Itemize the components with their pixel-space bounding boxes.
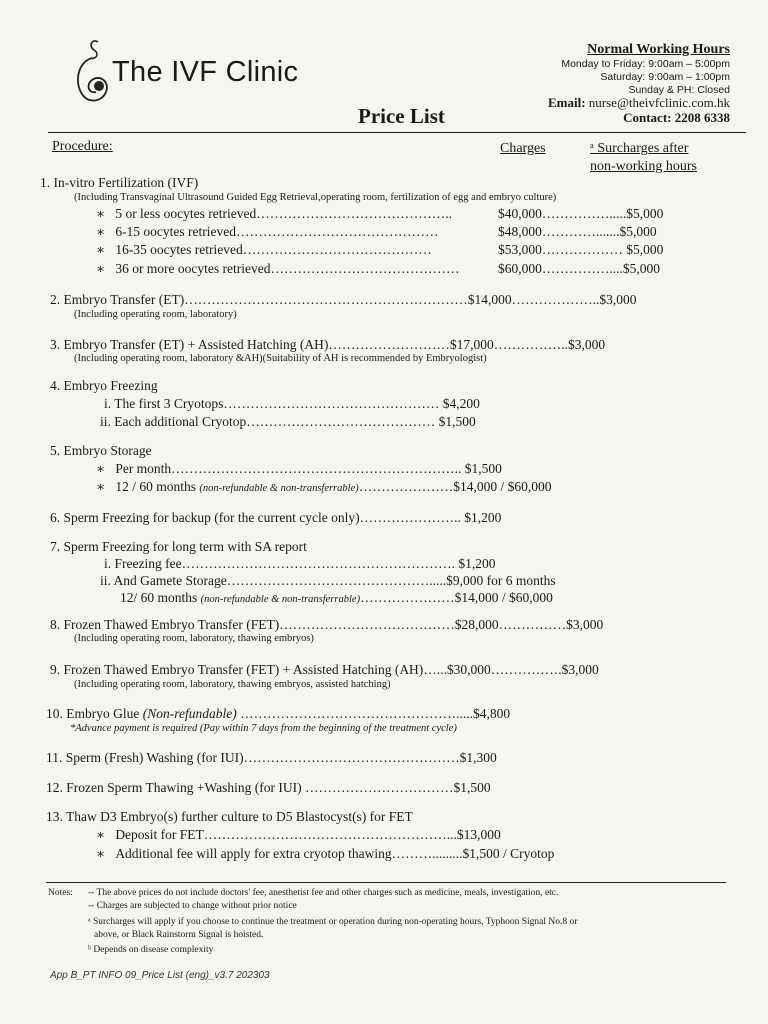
- contact-number: 2208 6338: [674, 110, 730, 125]
- notes-label: Notes:: [48, 888, 73, 898]
- note-1: -- The above prices do not include doctors' fee, anesthetist fee and other charges such as medicine, meals, investigation, etc.: [88, 888, 559, 898]
- clinic-logo-icon: [72, 36, 112, 121]
- item-13-row-2: ∗ Additional fee will apply for extra cryotop thawing……….........$1,500 / Cryotop: [96, 846, 555, 861]
- item-8-note: (Including operating room, laboratory, thawing embryos): [74, 633, 314, 644]
- item-13-row-1: ∗ Deposit for FET………………………………………………...$13,000: [96, 827, 501, 842]
- email-link[interactable]: nurse@theivfclinic.com.hk: [588, 95, 730, 110]
- procedure-header: Procedure:: [52, 139, 113, 154]
- item-13-title: 13. Thaw D3 Embryo(s) further culture to D5 Blastocyst(s) for FET: [46, 809, 413, 824]
- item-9-note: (Including operating room, laboratory, thawing embryos, assisted hatching): [74, 679, 391, 690]
- item-1-row-2-charge: $48,000………….......$5,000: [498, 224, 657, 239]
- item-5-row-2: ∗ 12 / 60 months (non-refundable & non-transferrable)…………………$14,000 / $60,000: [96, 479, 552, 494]
- clinic-name: The IVF Clinic: [112, 56, 299, 88]
- item-7-row-3: 12/ 60 months (non-refundable & non-transferrable)…………………$14,000 / $60,000: [120, 590, 553, 605]
- item-2-line: 2. Embryo Transfer (ET)………………………………………………………$14,000………………..$3,000: [50, 292, 637, 307]
- contact-label: Contact:: [623, 110, 672, 125]
- hours-sunday: Sunday & PH: Closed: [628, 84, 730, 96]
- item-11-line: 11. Sperm (Fresh) Washing (for IUI)…………………………………………$1,300: [46, 750, 497, 765]
- hours-title: Normal Working Hours: [587, 42, 730, 57]
- item-1-note: (Including Transvaginal Ultrasound Guided Egg Retrieval,operating room, fertilization of egg and embryo culture): [74, 192, 557, 203]
- contact-line: [623, 110, 730, 126]
- list-item: ∗ 36 or more oocytes retrieved……………………………………: [96, 261, 460, 276]
- item-5-title: 5. Embryo Storage: [50, 443, 152, 458]
- list-item: ∗ 16-35 oocytes retrieved……………………………………: [96, 242, 432, 257]
- item-12-line: 12. Frozen Sperm Thawing +Washing (for IUI) ……………………………$1,500: [46, 780, 491, 795]
- item-5-row-1: ∗ Per month……………………………………………………….. $1,500: [96, 461, 502, 476]
- item-8-line: 8. Frozen Thawed Embryo Transfer (FET)…………………………………$28,000……………$3,000: [50, 617, 604, 632]
- item-1-row-1-charge: $40,000…………….....$5,000: [498, 206, 664, 221]
- note-3-cont: above, or Black Rainstorm Signal is hoisted.: [94, 930, 264, 940]
- hours-saturday: Saturday: 9:00am – 1:00pm: [600, 71, 730, 83]
- list-item: ∗ 5 or less oocytes retrieved……………………………………..: [96, 206, 453, 221]
- charges-header: Charges: [500, 141, 546, 156]
- item-2-note: (Including operating room, laboratory): [74, 309, 237, 320]
- item-4-row-1: i. The first 3 Cryotops………………………………………… $4,200: [104, 396, 480, 411]
- surcharge-header-2: non-working hours: [590, 159, 697, 174]
- item-1-title: 1. In-vitro Fertilization (IVF): [40, 175, 199, 190]
- header-rule: [48, 132, 746, 133]
- surcharge-header-1: ᵃ Surcharges after: [590, 141, 689, 156]
- notes-rule: [46, 882, 726, 883]
- list-item: ∗ 6-15 oocytes retrieved………………………………………: [96, 224, 439, 239]
- item-10-note: *Advance payment is required (Pay within 7 days from the beginning of the treatment cycle): [70, 723, 457, 734]
- item-3-line: 3. Embryo Transfer (ET) + Assisted Hatching (AH)………………………$17,000……………..$3,000: [50, 337, 606, 352]
- item-7-row-2: ii. And Gamete Storage……………………………………….....$9,000 for 6 months: [100, 573, 556, 588]
- hours-weekday: Monday to Friday: 9:00am – 5:00pm: [561, 58, 730, 70]
- email-label: Email:: [547, 95, 586, 110]
- item-7-row-1: i. Freezing fee……………………………………………………. $1,200: [104, 556, 496, 571]
- item-9-line: 9. Frozen Thawed Embryo Transfer (FET) + Assisted Hatching (AH)…...$30,000…………….$3,000: [50, 662, 599, 677]
- note-2: -- Charges are subjected to change without prior notice: [88, 901, 297, 911]
- item-1-row-3-charge: $53,000……………… $5,000: [498, 242, 664, 257]
- email-line: [548, 95, 730, 111]
- note-3: ᵃ Surcharges will apply if you choose to continue the treatment or operation during non-operating hours, Typhoon Signal No.8 or: [88, 917, 578, 927]
- document-footer: App B_PT INFO 09_Price List (eng)_v3.7 202303: [50, 970, 270, 981]
- item-10-line: 10. Embryo Glue (Non-refundable) ………………………………………….....$4,800: [46, 706, 511, 721]
- note-4: ᵇ Depends on disease complexity: [88, 945, 214, 955]
- item-1-row-4-charge: $60,000……………....$5,000: [498, 261, 660, 276]
- page-title: Price List: [358, 104, 445, 128]
- item-4-row-2: ii. Each additional Cryotop…………………………………… $1,500: [100, 414, 476, 429]
- working-hours: [561, 42, 730, 97]
- item-3-note: (Including operating room, laboratory &AH)(Suitability of AH is recommended by Embryologist): [74, 353, 487, 364]
- item-6-line: 6. Sperm Freezing for backup (for the current cycle only)………………….. $1,200: [50, 510, 502, 525]
- item-7-title: 7. Sperm Freezing for long term with SA report: [50, 539, 307, 554]
- item-4-title: 4. Embryo Freezing: [50, 378, 158, 393]
